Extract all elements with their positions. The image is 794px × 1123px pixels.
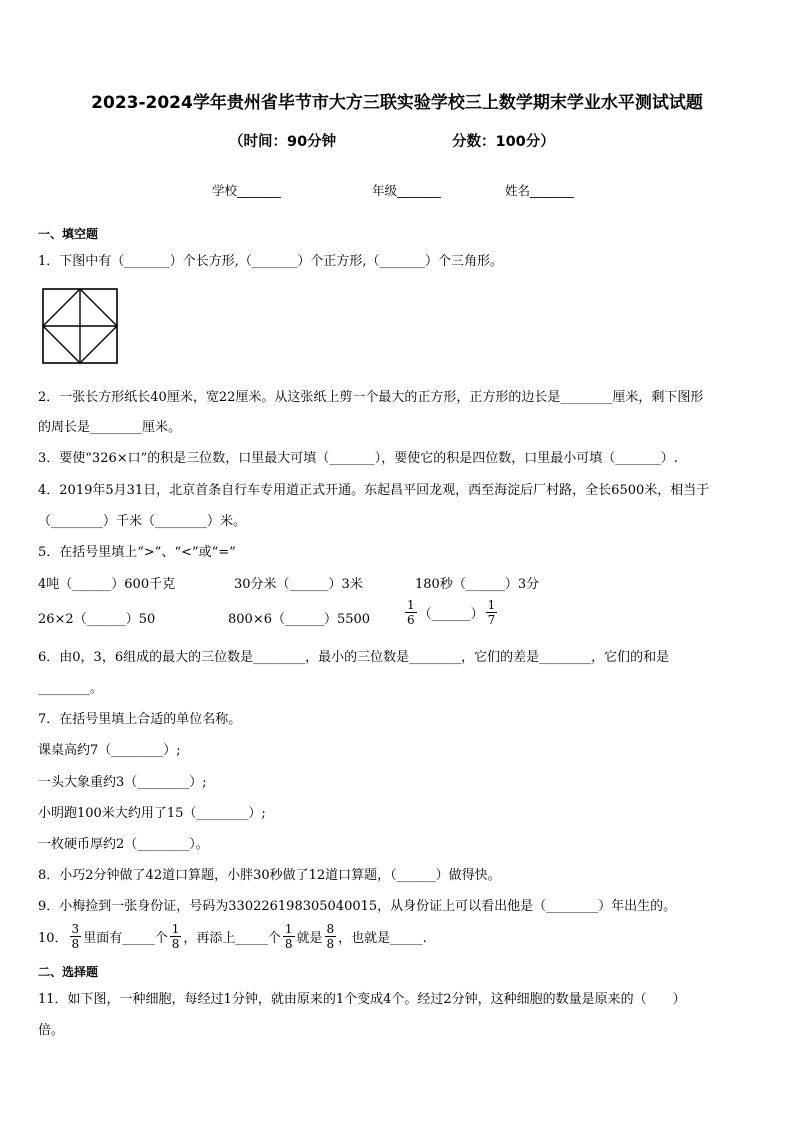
section-choice: 二、选择题 — [38, 965, 99, 979]
school-field: 学校_______ — [212, 183, 281, 198]
numerator: 1 — [407, 598, 415, 612]
question-11-line-2: 倍。 — [38, 1023, 65, 1038]
denominator: 8 — [171, 937, 180, 951]
q10-text-e: ，也就是_____. — [338, 931, 427, 946]
fraction-one-seventh — [486, 598, 498, 627]
question-8: 8．小巧2分钟做了42道口算题，小胖30秒做了12道口算题，（______）做得快。 — [38, 868, 501, 883]
q10-text-b: 里面有_____个 — [83, 931, 168, 946]
denominator: 6 — [407, 613, 415, 627]
question-9: 9．小梅捡到一张身份证，号码为33022619830504001​5，从身份证上可以看出他是（________）年出生的。 — [38, 899, 677, 914]
name-field: 姓名_______ — [505, 183, 574, 198]
fraction-one-sixth — [405, 598, 417, 627]
q5-item-6 — [403, 598, 499, 627]
q7-item-2: 一头大象重约3（________）; — [38, 775, 207, 790]
q10-text-c: ，再添上_____个 — [183, 931, 281, 946]
square-diagram — [42, 288, 120, 366]
exam-time: （时间：90分钟 — [229, 134, 337, 150]
q5-item-5: 800×6（______）5500 — [228, 612, 371, 627]
q10-number: 10． — [38, 931, 68, 946]
fraction-one-eighth — [170, 922, 182, 951]
question-6-line-1: 6．由0，3，6组成的最大的三位数是________，最小的三位数是________，它们的差是________，它们的和是 — [38, 650, 670, 665]
q10-text-d: 就是 — [296, 931, 323, 946]
denominator: 8 — [71, 937, 80, 951]
compare-blank: （______） — [418, 607, 484, 622]
question-2-line-2: 的周长是________厘米。 — [38, 420, 182, 435]
numerator: 1 — [284, 922, 293, 936]
question-3: 3．要使“326×口”的积是三位数，口里最大可填（_______），要使它的积是四位数，口里最小可填（_______）. — [38, 451, 678, 466]
fraction-one-eighth-2 — [283, 922, 295, 951]
q7-item-3: 小明跑100米大约用了15（________）; — [38, 806, 266, 821]
denominator: 8 — [326, 937, 335, 951]
question-5: 5．在括号里填上“>”、“<”或“=” — [38, 545, 236, 560]
q7-item-1: 课桌高约7（________）; — [38, 743, 181, 758]
numerator: 1 — [487, 598, 496, 612]
q5-item-3: 180秒（______）3分 — [415, 577, 540, 592]
question-4-line-2: （________）千米（________）米。 — [38, 514, 247, 529]
denominator: 8 — [284, 937, 293, 951]
q7-item-4: 一枚硬币厚约2（________）。 — [38, 837, 209, 852]
question-10 — [38, 922, 427, 951]
q5-item-4: 26×2（______）50 — [38, 612, 156, 627]
question-1: 1．下图中有（_______）个长方形,（_______）个正方形,（_______）个三角形。 — [38, 254, 504, 269]
question-11-line-1: 11．如下图，一种细胞，每经过1分钟，就由原来的1个变成4个。经过2分钟，这种细胞的数量是原来的（ ） — [38, 992, 686, 1007]
question-4-line-1: 4．2019年5月31日，北京首条自行车专用道正式开通。东起昌平回龙观，西至海淀后厂村路，全长6500米，相当于 — [38, 483, 710, 498]
fraction-three-eighths — [70, 922, 82, 951]
q5-item-1: 4吨（______）600千克 — [38, 577, 176, 592]
question-2-line-1: 2．一张长方形纸长40厘米，宽22厘米。从这张纸上剪一个最大的正方形，正方形的边长是________厘米，剩下图形 — [38, 390, 704, 405]
numerator: 1 — [171, 922, 180, 936]
question-6-line-2: ________。 — [38, 681, 104, 696]
exam-score: 分数：100分） — [452, 134, 555, 150]
denominator: 7 — [487, 613, 496, 627]
numerator: 8 — [326, 922, 335, 936]
numerator: 3 — [71, 922, 80, 936]
grade-field: 年级_______ — [372, 183, 441, 198]
q5-item-2: 30分米（______）3米 — [234, 577, 363, 592]
page-title: 2023-2024学年贵州省毕节市大方三联实验学校三上数学期末学业水平测试试题 — [91, 93, 703, 113]
question-7: 7．在括号里填上合适的单位名称。 — [38, 712, 242, 727]
fraction-eight-eighths — [325, 922, 337, 951]
section-fill-in: 一、填空题 — [38, 227, 99, 241]
